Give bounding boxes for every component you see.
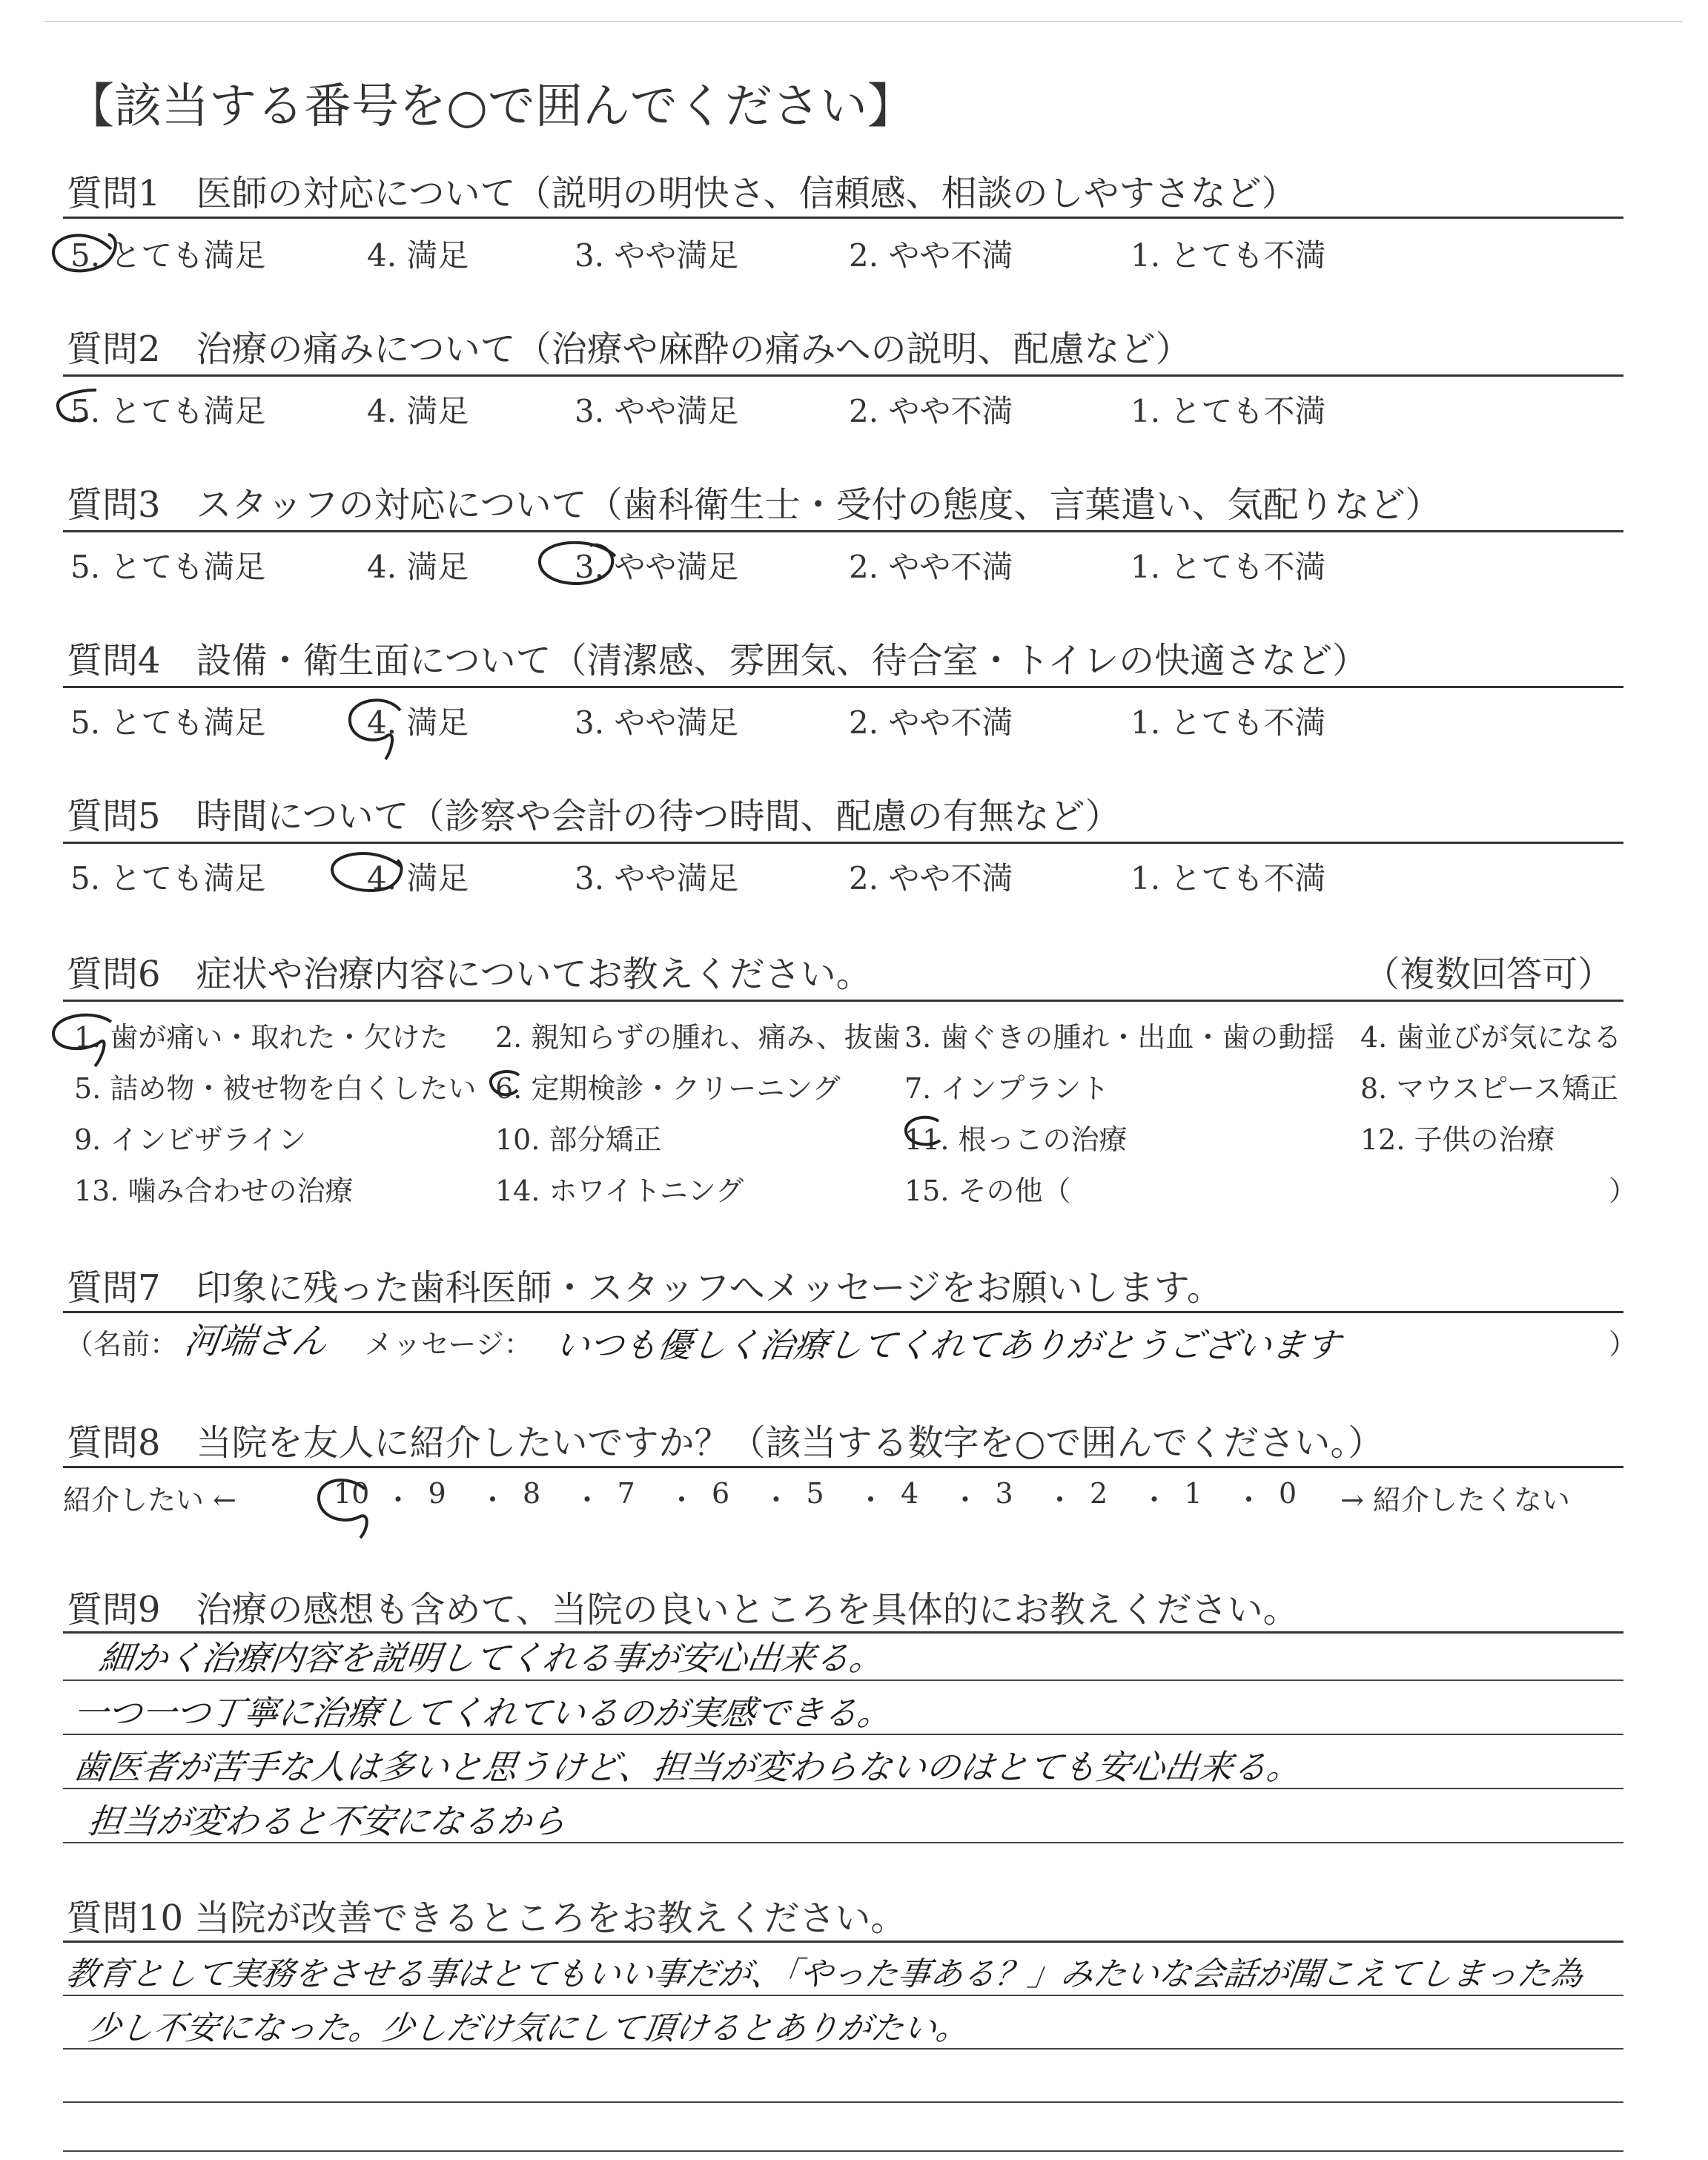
q6-title: 質問6 症状や治療内容についてお教えください。	[67, 954, 872, 995]
q6-option-12[interactable]: 12. 子供の治療	[1360, 1123, 1555, 1156]
q6-option-11[interactable]: 11. 根っこの治療	[904, 1123, 1128, 1156]
q3-option-1[interactable]: 1. とても不満	[1131, 549, 1326, 585]
q7-message-value[interactable]: いつも優しく治療してくれてありがとうございます	[552, 1325, 1343, 1365]
q8-scale-1[interactable]: 1	[1184, 1477, 1202, 1510]
q8-selection-circle	[319, 1480, 367, 1538]
q3-option-2[interactable]: 2. やや不満	[849, 549, 1013, 585]
q8-scale-separator: ・	[667, 1484, 696, 1516]
q8-scale-8[interactable]: 8	[523, 1477, 541, 1510]
q8-right-label: → 紹介したくない	[1340, 1484, 1570, 1516]
q8-scale-separator: ・	[856, 1484, 885, 1516]
q2-option-2[interactable]: 2. やや不満	[849, 393, 1013, 429]
q8-scale-separator: ・	[951, 1484, 980, 1516]
q5-option-1[interactable]: 1. とても不満	[1131, 860, 1326, 896]
q6-selection-circle-6	[491, 1071, 519, 1094]
q6-option-8[interactable]: 8. マウスピース矯正	[1360, 1072, 1618, 1105]
q2-selection-circle	[58, 390, 96, 420]
q4-option-5[interactable]: 5. とても満足	[70, 704, 266, 741]
q7-name-value[interactable]: 河端さん	[182, 1321, 331, 1362]
q3-title: 質問3 スタッフの対応について（歯科衛生士・受付の態度、言葉遣い、気配りなど）	[67, 484, 1441, 526]
q8-scale-10[interactable]: 10	[334, 1477, 370, 1510]
q2-option-4[interactable]: 4. 満足	[367, 393, 469, 429]
q5-title: 質問5 時間について（診察や会計の待つ時間、配慮の有無など）	[67, 796, 1121, 837]
q3-option-3[interactable]: 3. やや満足	[575, 549, 739, 585]
q6-option-4[interactable]: 4. 歯並びが気になる	[1360, 1021, 1622, 1054]
q6-option-14[interactable]: 14. ホワイトニング	[495, 1175, 744, 1207]
q8-scale-separator: ・	[1234, 1484, 1263, 1516]
q6-other-close-paren: ）	[1609, 1175, 1638, 1207]
q8-scale-7[interactable]: 7	[617, 1477, 635, 1510]
q10-answer-line-2[interactable]: 少し不安になった。少しだけ気にして頂けるとありがたい。	[85, 2009, 972, 2047]
q6-option-6[interactable]: 6. 定期検診・クリーニング	[495, 1072, 841, 1105]
q1-title: 質問1 医師の対応について（説明の明快さ、信頼感、相談のしやすさなど）	[67, 173, 1297, 214]
q6-multi-note: （複数回答可）	[1364, 954, 1614, 995]
q4-option-3[interactable]: 3. やや満足	[575, 704, 739, 741]
q4-option-1[interactable]: 1. とても不満	[1131, 704, 1326, 741]
q1-option-2[interactable]: 2. やや不満	[849, 237, 1013, 274]
q5-option-4[interactable]: 4. 満足	[367, 860, 469, 896]
q6-option-13[interactable]: 13. 噛み合わせの治療	[74, 1175, 354, 1207]
q8-scale-3[interactable]: 3	[995, 1477, 1013, 1510]
q8-scale-4[interactable]: 4	[901, 1477, 919, 1510]
q5-option-2[interactable]: 2. やや不満	[849, 860, 1013, 896]
q8-scale-separator: ・	[478, 1484, 507, 1516]
q8-scale-separator: ・	[762, 1484, 791, 1516]
page-title: 【該当する番号を○で囲んでください】	[67, 79, 915, 134]
q8-scale-separator: ・	[1140, 1484, 1169, 1516]
q4-option-4[interactable]: 4. 満足	[367, 704, 469, 741]
q6-option-15[interactable]: 15. その他（	[904, 1175, 1071, 1207]
q10-title: 質問10 当院が改善できるところをお教えください。	[67, 1898, 907, 1939]
q9-answer-line-3[interactable]: 歯医者が苦手な人は多いと思うけど、担当が変わらないのはとても安心出来る。	[70, 1747, 1305, 1787]
q8-scale-separator: ・	[384, 1484, 413, 1516]
q6-selection-circle-11	[906, 1117, 940, 1145]
q10-answer-line-1[interactable]: 教育として実務をさせる事はとてもいい事だが、「やった事ある？」みたいな会話が聞こえてしまった為	[63, 1955, 1586, 1993]
q3-option-5[interactable]: 5. とても満足	[70, 549, 266, 585]
q8-title: 質問8 当院を友人に紹介したいですか？（該当する数字を○で囲んでください。）	[67, 1422, 1384, 1464]
q8-scale-6[interactable]: 6	[712, 1477, 730, 1510]
q3-selection-circle	[540, 543, 615, 584]
q6-option-1[interactable]: 1. 歯が痛い・取れた・欠けた	[74, 1021, 448, 1054]
q6-option-10[interactable]: 10. 部分矯正	[495, 1123, 662, 1156]
q4-title: 質問4 設備・衛生面について（清潔感、雰囲気、待合室・トイレの快適さなど）	[67, 640, 1368, 681]
q1-option-5[interactable]: 5. とても満足	[70, 237, 266, 274]
q5-option-3[interactable]: 3. やや満足	[575, 860, 739, 896]
q2-title: 質問2 治療の痛みについて（治療や麻酔の痛みへの説明、配慮など）	[67, 328, 1191, 370]
q8-scale-0[interactable]: 0	[1279, 1477, 1297, 1510]
q9-title: 質問9 治療の感想も含めて、当院の良いところを具体的にお教えください。	[67, 1589, 1299, 1631]
q1-option-3[interactable]: 3. やや満足	[575, 237, 739, 274]
q7-title: 質問7 印象に残った歯科医師・スタッフへメッセージをお願いします。	[67, 1267, 1222, 1309]
q4-selection-circle	[350, 700, 400, 759]
q6-option-9[interactable]: 9. インビザライン	[74, 1123, 307, 1156]
q1-option-4[interactable]: 4. 満足	[367, 237, 469, 274]
q9-answer-line-4[interactable]: 担当が変わると不安になるから	[85, 1801, 569, 1841]
q8-scale-5[interactable]: 5	[806, 1477, 824, 1510]
q9-answer-line-1[interactable]: 細かく治療内容を説明してくれる事が安心出来る。	[96, 1638, 887, 1678]
q4-option-2[interactable]: 2. やや不満	[849, 704, 1013, 741]
q2-option-5[interactable]: 5. とても満足	[70, 393, 266, 429]
q8-scale-2[interactable]: 2	[1090, 1477, 1108, 1510]
q7-close-paren: ）	[1609, 1328, 1638, 1361]
q3-option-4[interactable]: 4. 満足	[367, 549, 469, 585]
q5-selection-circle	[332, 853, 401, 891]
q6-option-5[interactable]: 5. 詰め物・被せ物を白くしたい	[74, 1072, 477, 1105]
q6-option-2[interactable]: 2. 親知らずの腫れ、痛み、抜歯	[495, 1021, 901, 1054]
q6-option-7[interactable]: 7. インプラント	[904, 1072, 1110, 1105]
q2-option-3[interactable]: 3. やや満足	[575, 393, 739, 429]
q9-answer-line-2[interactable]: 一つ一つ丁寧に治療してくれているのが実感できる。	[70, 1693, 896, 1733]
q6-selection-circle-1	[53, 1015, 111, 1066]
q8-scale-separator: ・	[1045, 1484, 1074, 1516]
q7-name-label: （名前：	[65, 1328, 179, 1361]
q1-option-1[interactable]: 1. とても不満	[1131, 237, 1326, 274]
q1-selection-circle	[53, 234, 116, 271]
q5-option-5[interactable]: 5. とても満足	[70, 860, 266, 896]
q8-scale-9[interactable]: 9	[428, 1477, 446, 1510]
q8-left-label: 紹介したい ←	[63, 1484, 236, 1516]
q7-message-label: メッセージ：	[365, 1328, 532, 1361]
q8-scale-separator: ・	[573, 1484, 602, 1516]
q6-option-3[interactable]: 3. 歯ぐきの腫れ・出血・歯の動揺	[904, 1021, 1335, 1054]
q2-option-1[interactable]: 1. とても不満	[1131, 393, 1326, 429]
